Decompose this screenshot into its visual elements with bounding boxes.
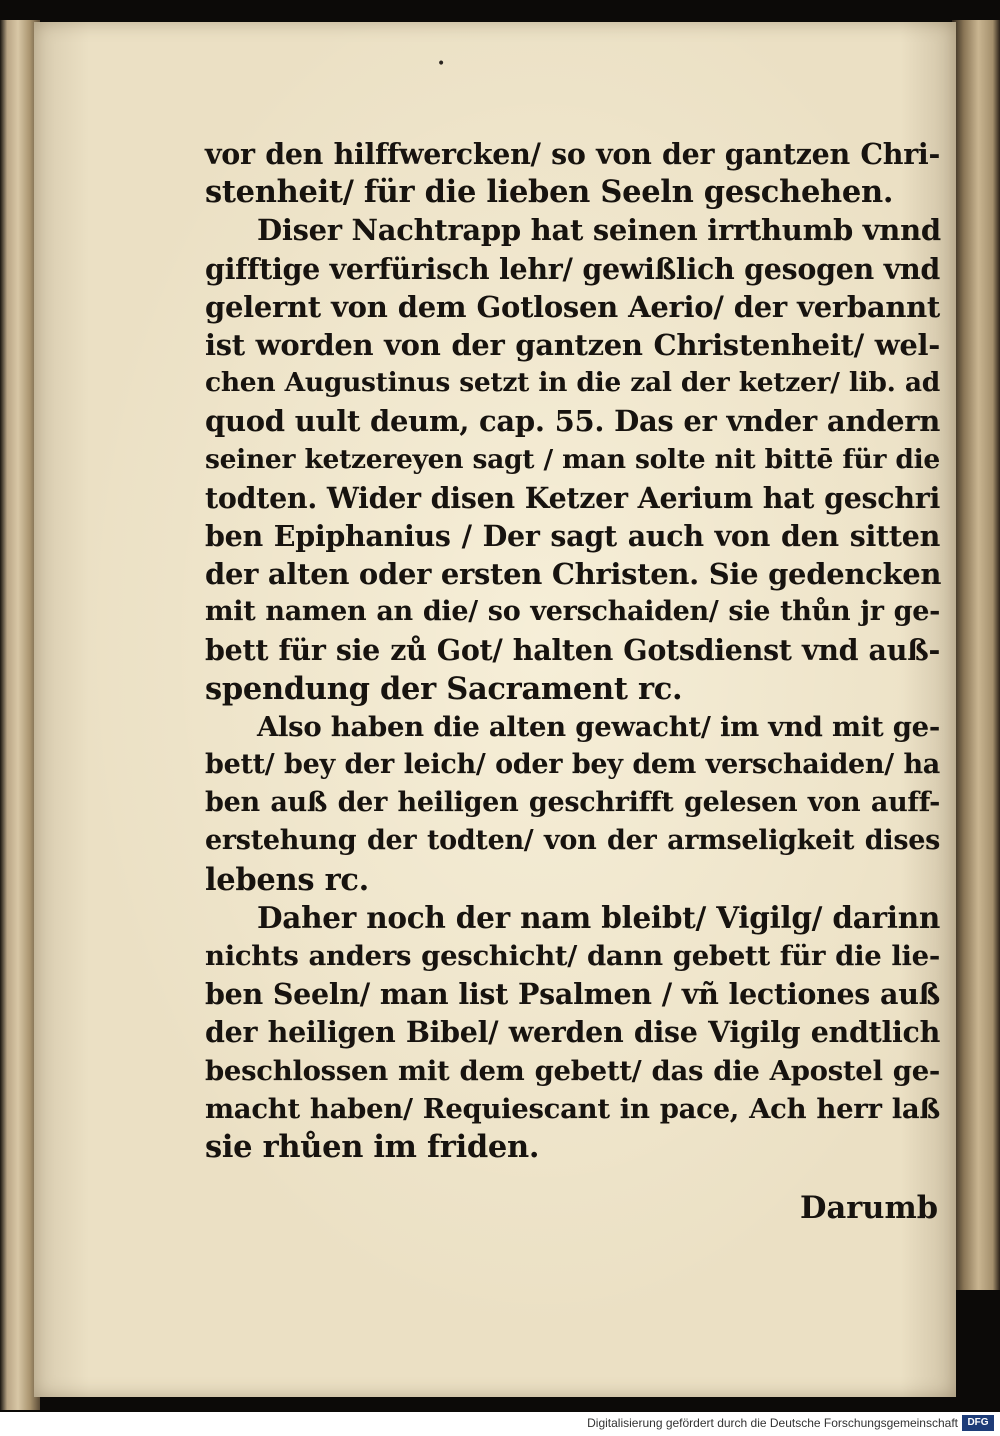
text-line: der alten oder ersten Christen. Sie gedencken xyxy=(205,557,942,592)
text-line: Also haben die alten gewacht/ im vnd mit ge- xyxy=(257,710,940,743)
text-line: mit namen an die/ so verschaiden/ sie thůn jr ge- xyxy=(205,596,940,628)
catchword: Darumb xyxy=(800,1190,939,1226)
dfg-logo-icon: DFG xyxy=(962,1415,994,1431)
book-edge-right xyxy=(952,20,1000,1290)
text-line: macht haben/ Requiescant in pace, Ach herr laß xyxy=(205,1092,940,1125)
text-line: Daher noch der nam bleibt/ Vigilg/ darinn xyxy=(257,899,940,935)
text-line: bett/ bey der leich/ oder bey dem verschaiden/ ha xyxy=(205,749,940,780)
text-line: vor den hilffwercken/ so von der gantzen Chri- xyxy=(205,137,940,171)
text-line: quod uult deum, cap. 55. Das er vnder andern xyxy=(205,404,940,439)
text-line: sie rhůen im friden. xyxy=(205,1128,540,1165)
text-line: lebens rc. xyxy=(205,861,369,898)
funding-credit: Digitalisierung gefördert durch die Deutsche Forschungsgemeinschaft xyxy=(587,1416,958,1430)
footer-bar xyxy=(0,1412,1000,1436)
text-line: ben Seeln/ man list Psalmen / vñ lectiones auß xyxy=(205,977,940,1012)
page-text xyxy=(205,135,940,1166)
text-line: Diser Nachtrapp hat seinen irrthumb vnnd xyxy=(257,213,941,248)
text-line: ben Epiphanius / Der sagt auch von den sitten xyxy=(205,518,940,553)
text-line: nichts anders geschicht/ dann gebett für die lie- xyxy=(205,939,940,972)
text-line: erstehung der todten/ von der armseligkeit dises xyxy=(205,825,940,857)
text-line: bett für sie zů Got/ halten Gotsdienst vnd auß- xyxy=(205,633,940,668)
text-line: gelernt von dem Gotlosen Aerio/ der verbannt xyxy=(205,289,940,324)
text-line: spendung der Sacrament rc. xyxy=(205,670,683,707)
page-mark: • xyxy=(437,56,446,72)
text-line: todten. Wider disen Ketzer Aerium hat geschri xyxy=(205,480,940,515)
text-line: ben auß der heiligen geschrifft gelesen von auff- xyxy=(205,787,940,819)
text-line: ist worden von der gantzen Christenheit/ wel- xyxy=(205,327,940,362)
text-line: beschlossen mit dem gebett/ das die Apostel ge- xyxy=(205,1054,940,1087)
text-line: der heiligen Bibel/ werden dise Vigilg endtlich xyxy=(205,1015,940,1050)
text-line: gifftige verfürisch lehr/ gewißlich gesogen vnd xyxy=(205,251,940,286)
text-line: seiner ketzereyen sagt / man solte nit bittē für die xyxy=(205,443,940,475)
text-line: chen Augustinus setzt in die zal der ketzer/ lib. ad xyxy=(205,367,940,399)
text-line: stenheit/ für die lieben Seeln geschehen. xyxy=(205,174,894,211)
